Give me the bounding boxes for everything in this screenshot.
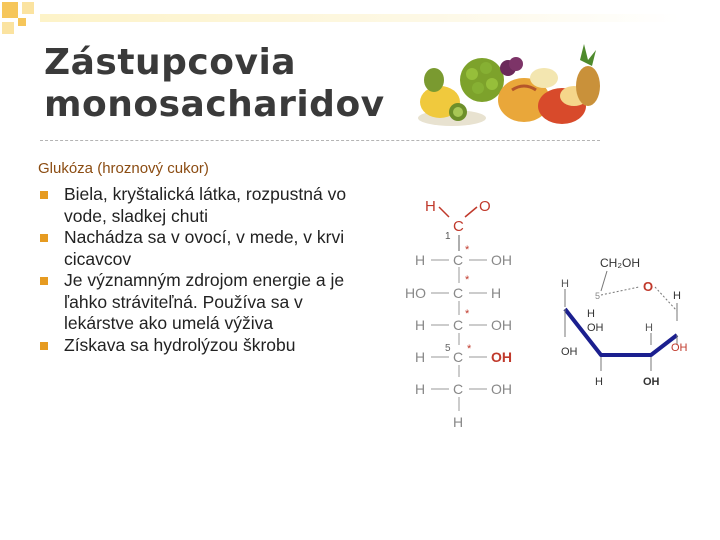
- bullet-text: Nachádza sa v ovocí, v mede, v krvi cicavcov: [64, 227, 345, 269]
- fischer-left: H: [415, 252, 426, 268]
- bullet-text: Je významným zdrojom energie a je ľahko stráviteľná. Používa sa v lekárstve ako umelá výživa: [64, 270, 345, 333]
- bullet-square-icon: [40, 277, 48, 285]
- fischer-row: [415, 381, 512, 397]
- haworth-h: H: [561, 278, 569, 290]
- fischer-row: [415, 343, 512, 365]
- fischer-row: [405, 274, 501, 301]
- glucose-structures: [395, 185, 715, 435]
- bullet-text: Získava sa hydrolýzou škrobu: [64, 334, 296, 355]
- fischer-carbon: C: [453, 349, 464, 365]
- list-item: [38, 227, 368, 270]
- fischer-carbon: C: [453, 317, 464, 333]
- haworth-ring-back: [601, 287, 639, 295]
- haworth-ring-oxygen: O: [643, 279, 654, 294]
- haworth-oh: OH: [643, 376, 660, 388]
- header-divider: [40, 140, 600, 141]
- title-line-2: monosacharidov: [44, 84, 385, 125]
- haworth-bond: [601, 271, 607, 291]
- haworth-ring-front: [565, 309, 677, 355]
- chiral-star: *: [465, 308, 470, 320]
- fischer-row: [415, 308, 512, 333]
- haworth-ch2oh: CH₂OH: [600, 256, 640, 270]
- fischer-carbon: C: [453, 381, 464, 397]
- list-item: [38, 184, 368, 227]
- fischer-right: OH: [491, 252, 512, 268]
- fischer-right-highlight: OH: [491, 349, 512, 365]
- fischer-projection: [405, 198, 512, 430]
- chiral-star: *: [467, 343, 472, 355]
- fischer-top-h: H: [425, 198, 436, 215]
- fischer-carbon: C: [453, 252, 464, 268]
- list-item: [38, 270, 368, 335]
- chiral-star: *: [465, 274, 470, 286]
- haworth-oh-anomeric: OH: [671, 342, 688, 354]
- corner-decoration: [0, 0, 60, 45]
- haworth-h: H: [673, 290, 681, 302]
- haworth-c5-number: 5: [595, 291, 601, 301]
- bullet-square-icon: [40, 342, 48, 350]
- fischer-left: HO: [405, 285, 426, 301]
- fischer-left: H: [415, 349, 426, 365]
- fischer-bond: [465, 207, 477, 217]
- fischer-left: H: [415, 317, 426, 333]
- fischer-right: OH: [491, 381, 512, 397]
- fischer-bottom-h: H: [453, 414, 464, 430]
- haworth-projection: [561, 256, 688, 388]
- fischer-top-o: O: [479, 198, 491, 215]
- slide-title: [44, 42, 385, 126]
- title-line-1: Zástupcovia: [44, 42, 297, 83]
- fischer-c1: C: [453, 218, 464, 235]
- bullet-text: Biela, kryštalická látka, rozpustná vo vode, sladkej chuti: [64, 184, 347, 226]
- section-subtitle: Glukóza (hroznový cukor): [38, 160, 209, 177]
- header-band: [40, 14, 680, 22]
- chiral-star: *: [465, 244, 470, 256]
- bullet-list: [38, 184, 368, 356]
- haworth-h: H: [595, 376, 603, 388]
- haworth-h: H: [645, 322, 653, 334]
- haworth-oh: OH: [587, 322, 604, 334]
- haworth-oh: OH: [561, 346, 578, 358]
- fruit-illustration: [412, 40, 604, 130]
- haworth-h: H: [587, 308, 595, 320]
- bullet-square-icon: [40, 234, 48, 242]
- fischer-row: [415, 244, 512, 268]
- fischer-carbon: C: [453, 285, 464, 301]
- fischer-right: H: [491, 285, 502, 301]
- fischer-right: OH: [491, 317, 512, 333]
- fischer-bond: [439, 207, 449, 217]
- fischer-c5-number: 5: [445, 343, 451, 354]
- bullet-square-icon: [40, 191, 48, 199]
- list-item: [38, 335, 368, 357]
- fischer-c1-number: 1: [445, 231, 451, 242]
- fischer-left: H: [415, 381, 426, 397]
